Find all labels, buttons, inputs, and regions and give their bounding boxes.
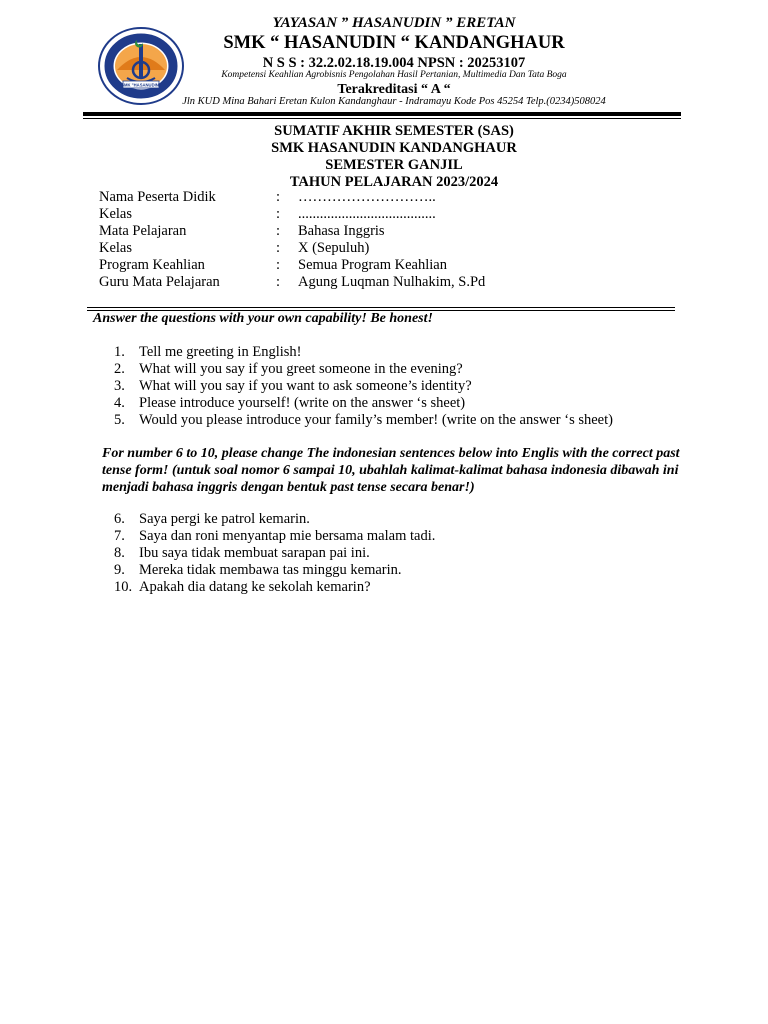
info-label: Kelas bbox=[99, 240, 133, 256]
logo-caption: SMK "HASANUDIN" bbox=[121, 82, 161, 88]
nss-npsn: N S S : 32.2.02.18.19.004 NPSN : 20253107 bbox=[262, 55, 526, 71]
student-name-field[interactable]: ……………………….. bbox=[298, 189, 436, 205]
question-text: Would you please introduce your family’s member! (write on the answer ‘s sheet) bbox=[139, 412, 613, 428]
question-number: 4. bbox=[114, 395, 125, 411]
question-number: 9. bbox=[114, 562, 125, 578]
exam-semester: SEMESTER GANJIL bbox=[325, 157, 463, 173]
question-number: 1. bbox=[114, 344, 125, 360]
info-colon: : bbox=[276, 223, 281, 239]
school-name: SMK “ HASANUDIN “ KANDANGHAUR bbox=[223, 33, 565, 53]
question-number: 7. bbox=[114, 528, 125, 544]
accreditation: Terakreditasi “ A “ bbox=[337, 82, 451, 97]
info-colon: : bbox=[276, 257, 281, 273]
info-value: Agung Luqman Nulhakim, S.Pd bbox=[298, 274, 486, 290]
question-text: Saya pergi ke patrol kemarin. bbox=[139, 511, 310, 527]
info-label: Guru Mata Pelajaran bbox=[99, 274, 220, 290]
info-value: Bahasa Inggris bbox=[298, 223, 385, 239]
info-label: Nama Peserta Didik bbox=[99, 189, 216, 205]
question-number: 3. bbox=[114, 378, 125, 394]
question-text: Mereka tidak membawa tas minggu kemarin. bbox=[139, 562, 402, 578]
info-value: X (Sepuluh) bbox=[298, 240, 370, 256]
question-text: Ibu saya tidak membuat sarapan pai ini. bbox=[139, 545, 370, 561]
exam-year: TAHUN PELAJARAN 2023/2024 bbox=[289, 174, 499, 190]
question-text: Please introduce yourself! (write on the answer ‘s sheet) bbox=[139, 395, 466, 411]
info-label: Kelas bbox=[99, 206, 133, 222]
info-colon: : bbox=[276, 274, 281, 290]
info-colon: : bbox=[276, 240, 281, 256]
info-label: Mata Pelajaran bbox=[99, 223, 187, 239]
instruction-part2: For number 6 to 10, please change The indonesian sentences below into Englis with the correct past tense form! (untuk soal nomor 6 sampai 10, ubahlah kalimat-kalimat bahasa indonesia dibawah ini menjadi bahasa inggris dengan bentuk past tense secara benar!) bbox=[102, 446, 680, 495]
exam-school: SMK HASANUDIN KANDANGHAUR bbox=[271, 140, 517, 156]
question-text: What will you say if you want to ask someone’s identity? bbox=[139, 378, 472, 394]
question-text: Apakah dia datang ke sekolah kemarin? bbox=[139, 579, 371, 595]
question-text: Saya dan roni menyantap mie bersama malam tadi. bbox=[139, 528, 436, 544]
question-number: 6. bbox=[114, 511, 125, 527]
header-divider-thick bbox=[83, 112, 681, 116]
header-divider-thin bbox=[83, 118, 681, 119]
question-text: What will you say if you greet someone in the evening? bbox=[139, 361, 463, 377]
info-label: Program Keahlian bbox=[99, 257, 205, 273]
question-number: 2. bbox=[114, 361, 125, 377]
question-number: 8. bbox=[114, 545, 125, 561]
info-colon: : bbox=[276, 189, 281, 205]
class-field[interactable]: ...................................... bbox=[298, 206, 436, 222]
competency-line: Kompetensi Keahlian Agrobisnis Pengolahan Hasil Pertanian, Multimedia Dan Tata Boga bbox=[221, 70, 567, 80]
info-colon: : bbox=[276, 206, 281, 222]
question-text: Tell me greeting in English! bbox=[139, 344, 302, 360]
foundation-name: YAYASAN ” HASANUDIN ” ERETAN bbox=[272, 15, 516, 31]
question-number: 10. bbox=[114, 579, 133, 595]
section-divider bbox=[87, 307, 675, 308]
school-address: Jln KUD Mina Bahari Eretan Kulon Kandanghaur - Indramayu Kode Pos 45254 Telp.(0234)508024 bbox=[182, 96, 606, 107]
info-value: Semua Program Keahlian bbox=[298, 257, 447, 273]
instruction: Answer the questions with your own capability! Be honest! bbox=[93, 311, 433, 326]
exam-title: SUMATIF AKHIR SEMESTER (SAS) bbox=[274, 123, 514, 139]
question-number: 5. bbox=[114, 412, 125, 428]
